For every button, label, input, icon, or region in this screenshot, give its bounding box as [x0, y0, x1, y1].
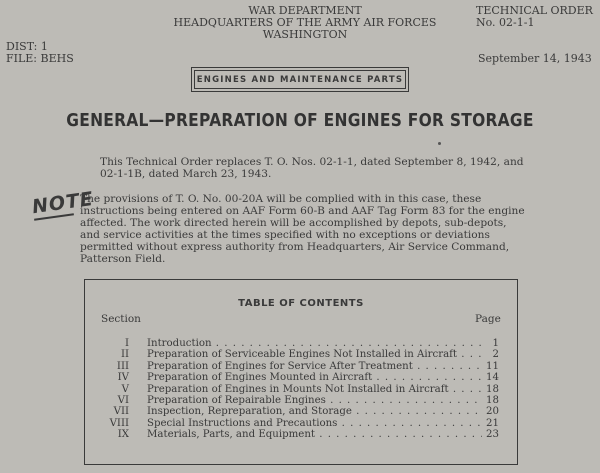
toc-row — [85, 395, 517, 406]
toc-row — [85, 361, 517, 372]
toc-row — [85, 429, 517, 440]
distribution-block — [6, 41, 74, 65]
toc-section-number: VI — [117, 394, 129, 406]
technical-order-number: No. 02-1-1 — [476, 16, 535, 29]
toc-page-number: 14 — [486, 372, 499, 384]
toc-section-header: Section — [101, 313, 141, 325]
toc-page-number: 11 — [486, 360, 499, 372]
replaces-paragraph: This Technical Order replaces T. O. Nos. 02-1-1, dated September 8, 1942, and 02-1-1B, dated March 23, 1943. — [100, 156, 524, 180]
toc-page-header: Page — [475, 313, 501, 325]
toc-page-number: 18 — [486, 383, 499, 395]
toc-row — [85, 384, 517, 395]
toc-section-number: II — [120, 349, 129, 361]
toc-page-number: 18 — [486, 394, 499, 406]
table-of-contents — [84, 279, 518, 465]
toc-page-number: 20 — [486, 406, 499, 418]
toc-section-number: III — [116, 360, 129, 372]
dist-line: DIST: 1 — [6, 40, 48, 53]
file-line: FILE: BEHS — [6, 52, 74, 65]
technical-order-label: TECHNICAL ORDER — [476, 4, 593, 17]
toc-page-number: 2 — [492, 349, 499, 361]
toc-section-number: I — [124, 338, 129, 349]
page-title: GENERAL—PREPARATION OF ENGINES FOR STORAGE — [66, 110, 534, 131]
category-badge: ENGINES AND MAINTENANCE PARTS — [194, 70, 406, 89]
toc-section-number: IX — [117, 429, 129, 441]
stray-mark — [438, 142, 441, 145]
toc-page-number: 21 — [486, 417, 499, 429]
toc-row — [85, 406, 517, 417]
department-line: WASHINGTON — [262, 28, 348, 41]
toc-entry-label: Preparation of Repairable Engines . . . — [147, 395, 482, 406]
toc-entry-label: Preparation of Engines for Service After Treatment . . . — [147, 361, 482, 372]
toc-page-number: 1 — [492, 338, 499, 349]
toc-entry-label: Preparation of Engines Mounted in Aircraft . . . — [147, 372, 482, 383]
toc-rows — [85, 338, 517, 441]
toc-section-number: VII — [113, 406, 129, 418]
toc-row — [85, 372, 517, 383]
toc-entry-label: Special Instructions and Precautions . . . — [147, 418, 482, 429]
toc-section-number: IV — [117, 372, 129, 384]
toc-section-number: V — [121, 383, 129, 395]
toc-entry-label: Inspection, Repreparation, and Storage . . . — [147, 406, 482, 417]
toc-entry-label: Introduction . . . — [147, 338, 482, 349]
toc-entry-label: Preparation of Serviceable Engines Not Installed in Aircraft . . . — [147, 349, 482, 360]
toc-entry-label: Preparation of Engines in Mounts Not Installed in Aircraft . . . — [147, 384, 482, 395]
toc-entry-label: Materials, Parts, and Equipment . . . — [147, 429, 482, 440]
toc-row — [85, 349, 517, 360]
toc-row — [85, 338, 517, 349]
toc-page-number: 23 — [486, 429, 499, 441]
issue-date: September 14, 1943 — [478, 52, 592, 65]
department-header — [160, 5, 450, 41]
toc-section-number: VIII — [109, 417, 129, 429]
technical-order-block — [476, 5, 596, 29]
note-mark: NOTE — [30, 187, 96, 219]
toc-row — [85, 418, 517, 429]
note-paragraph: The provisions of T. O. No. 00-20A will be complied with in this case, these instructions being entered on AAF Form 60-B and AAF Tag Form 83 for the engine affected. The work directed herein will be accomplished by depots, sub-depots, and service activities at the times specified with no exceptions or deviations permitted without express authority from Headquarters, Air Service Command, Patterson Field. — [80, 193, 525, 265]
department-line: WAR DEPARTMENT — [248, 4, 362, 17]
department-line: HEADQUARTERS OF THE ARMY AIR FORCES — [173, 16, 437, 29]
toc-title: TABLE OF CONTENTS — [238, 298, 364, 309]
